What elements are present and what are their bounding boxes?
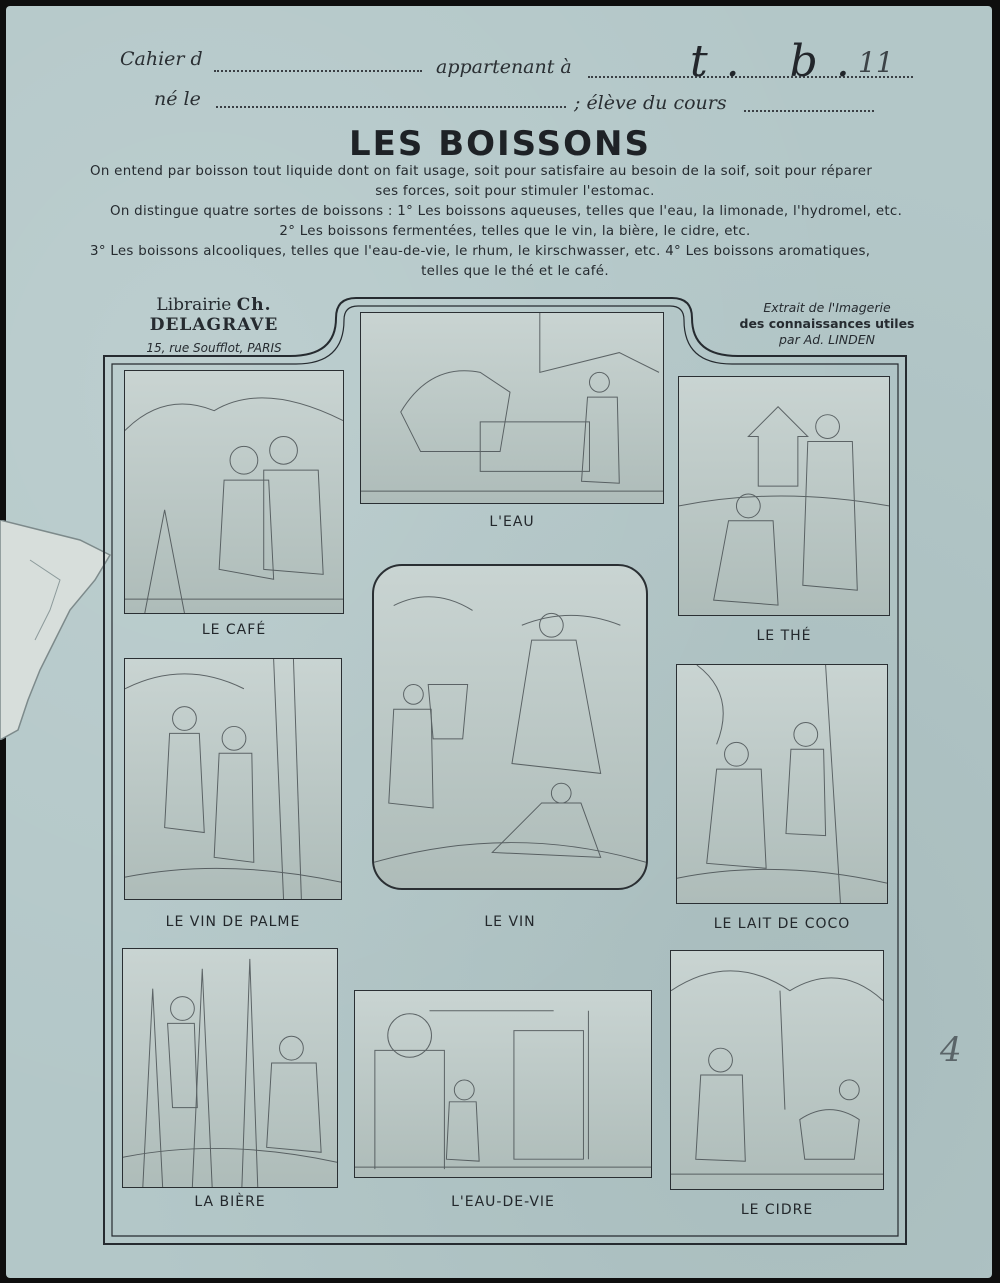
owner-handwritten-name: t. b. bbox=[690, 36, 868, 87]
illustration-the bbox=[678, 376, 890, 616]
extrait-line: Extrait de l'Imagerie bbox=[763, 300, 891, 315]
illustration-biere bbox=[122, 948, 338, 1188]
label-vin: LE VIN bbox=[484, 914, 536, 930]
eleve-label: ; élève du cours bbox=[574, 92, 727, 114]
illustration-eau-de-vie bbox=[354, 990, 652, 1178]
illustration-cafe bbox=[124, 370, 344, 614]
intro-line-1: On entend par boisson tout liquide dont on fait usage, soit pour satisfaire au besoin de la soif, soit pour réparer bbox=[90, 164, 873, 179]
label-vin-de-palme: LE VIN DE PALME bbox=[165, 914, 301, 930]
illustration-cidre bbox=[670, 950, 884, 1190]
author-line: par Ad. LINDEN bbox=[778, 332, 875, 347]
ne-le-label: né le bbox=[154, 88, 201, 110]
cahier-label: Cahier d bbox=[120, 48, 203, 70]
label-cafe: LE CAFÉ bbox=[201, 622, 267, 638]
label-biere: LA BIÈRE bbox=[194, 1194, 266, 1210]
publisher-address: 15, rue Soufflot, PARIS bbox=[146, 341, 282, 355]
intro-line-3: On distingue quatre sortes de boissons : 1° Les boissons aqueuses, telles que l'eau, la limonade, l'hydromel, etc. bbox=[110, 204, 903, 219]
label-lait-de-coco: LE LAIT DE COCO bbox=[713, 916, 851, 932]
appartenant-label: appartenant à bbox=[436, 56, 572, 78]
label-cidre: LE CIDRE bbox=[740, 1202, 814, 1218]
intro-line-2: ses forces, soit pour stimuler l'estomac. bbox=[375, 184, 655, 199]
illustration-lait-de-coco bbox=[676, 664, 888, 904]
librairie-label: Librairie bbox=[156, 295, 232, 315]
illustration-vin-de-palme bbox=[124, 658, 342, 900]
label-the: LE THÉ bbox=[756, 628, 812, 644]
label-eau-de-vie: L'EAU-DE-VIE bbox=[451, 1194, 555, 1210]
publisher-name: Ch. DELAGRAVE bbox=[149, 295, 279, 335]
page-title: LES BOISSONS bbox=[349, 124, 651, 164]
intro-line-4: 2° Les boissons fermentées, telles que le vin, la bière, le cidre, etc. bbox=[279, 224, 751, 239]
illustration-eau bbox=[360, 312, 664, 504]
label-eau: L'EAU bbox=[489, 514, 535, 530]
illustration-vin bbox=[372, 564, 648, 890]
collection-line: des connaissances utiles bbox=[739, 316, 915, 331]
handwritten-mark: 11 bbox=[858, 46, 894, 79]
intro-line-5: 3° Les boissons alcooliques, telles que l'eau-de-vie, le rhum, le kirschwasser, etc. 4° Les boissons aromatiques, bbox=[90, 244, 871, 259]
pencil-margin-mark: 4 bbox=[940, 1030, 962, 1070]
intro-line-6: telles que le thé et le café. bbox=[421, 264, 609, 279]
